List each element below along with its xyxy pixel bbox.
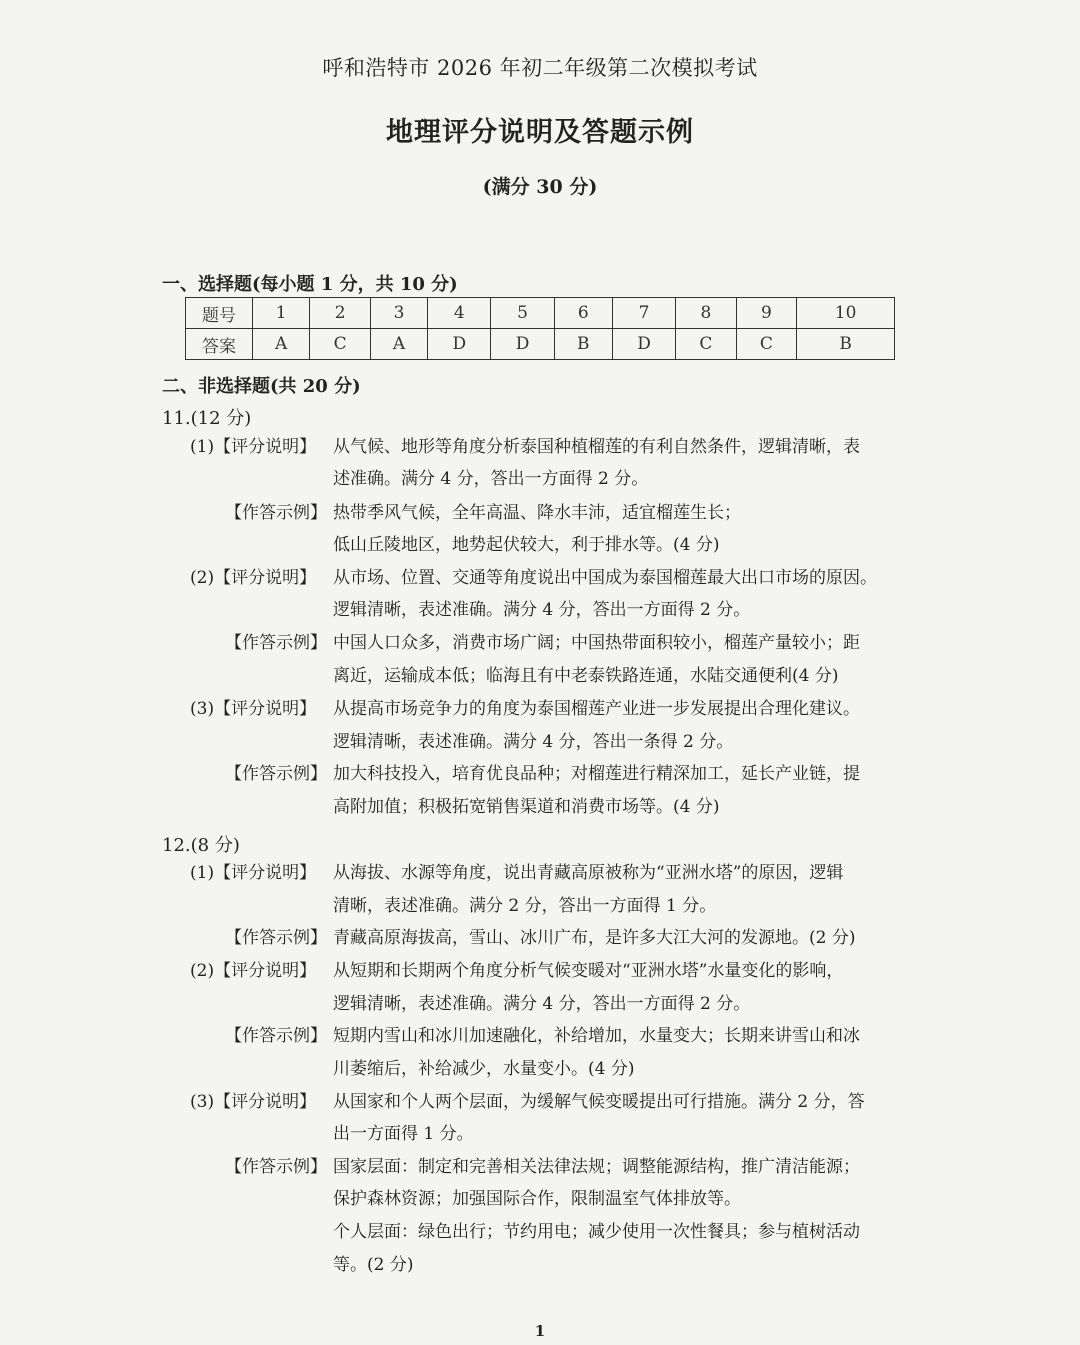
q12-p1-line2: 清晰，表述准确。满分 2 分，答出一方面得 1 分。: [333, 896, 717, 916]
question-number: 10: [797, 298, 895, 329]
q11-p2-example-line1: 中国人口众多，消费市场广阔；中国热带面积较小，榴莲产量较小；距: [333, 633, 860, 653]
q11-p3-example-line2: 高附加值；积极拓宽销售渠道和消费市场等。(4 分): [333, 797, 720, 817]
answer-cell: D: [491, 329, 554, 360]
question-number: 2: [310, 298, 371, 329]
answer-cell: B: [797, 329, 895, 360]
answer-row: [186, 329, 895, 360]
q12-p2-example-label: 【作答示例】: [225, 1026, 327, 1046]
q11-p1-line2: 述准确。满分 4 分，答出一方面得 2 分。: [333, 469, 649, 489]
q11-p1-line1: 从气候、地形等角度分析泰国种植榴莲的有利自然条件，逻辑清晰，表: [333, 437, 860, 457]
answer-table: [185, 297, 895, 360]
question-number: 1: [253, 298, 310, 329]
q11-p2-example-line2: 离近，运输成本低；临海且有中老泰铁路连通，水陆交通便利(4 分): [333, 666, 839, 686]
answer-cell: C: [676, 329, 737, 360]
row-label: 题号: [186, 298, 253, 329]
question-number: 5: [491, 298, 554, 329]
question-number: 9: [736, 298, 797, 329]
q11-p3-example-line1: 加大科技投入，培育优良品种；对榴莲进行精深加工，延长产业链，提: [333, 764, 860, 784]
q12-p3-label: (3)【评分说明】: [190, 1092, 317, 1112]
q12-p2-line1: 从短期和长期两个角度分析气候变暖对“亚洲水塔”水量变化的影响，: [333, 961, 844, 981]
q12-p3-example-line3: 个人层面：绿色出行；节约用电；减少使用一次性餐具；参与植树活动: [333, 1222, 860, 1242]
q11-p2-line2: 逻辑清晰，表述准确。满分 4 分，答出一方面得 2 分。: [333, 600, 751, 620]
q12-p3-example-line1: 国家层面：制定和完善相关法律法规；调整能源结构，推广清洁能源；: [333, 1157, 860, 1177]
document-title: 地理评分说明及答题示例: [386, 117, 694, 148]
section2-heading: 二、非选择题(共 20 分): [162, 376, 361, 397]
question-number: 7: [612, 298, 675, 329]
q11-p2-line1: 从市场、位置、交通等角度说出中国成为泰国榴莲最大出口市场的原因。: [333, 568, 877, 588]
answer-cell: D: [612, 329, 675, 360]
question-11-title: 11.(12 分): [162, 408, 252, 429]
answer-cell: B: [554, 329, 612, 360]
q12-p2-label: (2)【评分说明】: [190, 961, 317, 981]
q12-p2-example-line1: 短期内雪山和冰川加速融化，补给增加，水量变大；长期来讲雪山和冰: [333, 1026, 860, 1046]
section1-heading: 一、选择题(每小题 1 分，共 10 分): [162, 274, 458, 295]
q11-p1-example-line1: 热带季风气候，全年高温、降水丰沛，适宜榴莲生长；: [333, 503, 741, 523]
q11-p3-line1: 从提高市场竞争力的角度为泰国榴莲产业进一步发展提出合理化建议。: [333, 699, 860, 719]
q12-p3-line1: 从国家和个人两个层面，为缓解气候变暖提出可行措施。满分 2 分，答: [333, 1092, 865, 1112]
q11-p1-example-label: 【作答示例】: [225, 503, 327, 523]
question-number: 8: [676, 298, 737, 329]
answer-cell: C: [736, 329, 797, 360]
q11-p1-label: (1)【评分说明】: [190, 437, 317, 457]
exam-subtitle: 呼和浩特市 2026 年初二年级第二次模拟考试: [322, 56, 758, 80]
question-12-title: 12.(8 分): [162, 835, 240, 856]
q12-p1-example-line1: 青藏高原海拔高，雪山、冰川广布，是许多大江大河的发源地。(2 分): [333, 928, 856, 948]
q11-p3-line2: 逻辑清晰，表述准确。满分 4 分，答出一条得 2 分。: [333, 732, 734, 752]
q12-p1-line1: 从海拔、水源等角度，说出青藏高原被称为“亚洲水塔”的原因，逻辑: [333, 863, 844, 883]
q12-p2-example-line2: 川萎缩后，补给减少，水量变小。(4 分): [333, 1059, 635, 1079]
question-number-row: [186, 298, 895, 329]
answer-cell: C: [310, 329, 371, 360]
q11-p3-example-label: 【作答示例】: [225, 764, 327, 784]
q12-p1-label: (1)【评分说明】: [190, 863, 317, 883]
q12-p3-line2: 出一方面得 1 分。: [333, 1124, 474, 1144]
answer-cell: A: [370, 329, 427, 360]
question-number: 4: [428, 298, 491, 329]
answer-cell: A: [253, 329, 310, 360]
q11-p2-label: (2)【评分说明】: [190, 568, 317, 588]
q12-p1-example-label: 【作答示例】: [225, 928, 327, 948]
question-number: 3: [370, 298, 427, 329]
q11-p2-example-label: 【作答示例】: [225, 633, 327, 653]
full-score: (满分 30 分): [482, 176, 598, 198]
answer-cell: D: [428, 329, 491, 360]
q11-p3-label: (3)【评分说明】: [190, 699, 317, 719]
row-label: 答案: [186, 329, 253, 360]
q12-p3-example-line2: 保护森林资源；加强国际合作，限制温室气体排放等。: [333, 1189, 741, 1209]
page-number: 1: [534, 1322, 546, 1340]
q12-p3-example-line4: 等。(2 分): [333, 1255, 414, 1275]
question-number: 6: [554, 298, 612, 329]
q12-p2-line2: 逻辑清晰，表述准确。满分 4 分，答出一方面得 2 分。: [333, 994, 751, 1014]
q11-p1-example-line2: 低山丘陵地区，地势起伏较大，利于排水等。(4 分): [333, 535, 720, 555]
q12-p3-example-label: 【作答示例】: [225, 1157, 327, 1177]
